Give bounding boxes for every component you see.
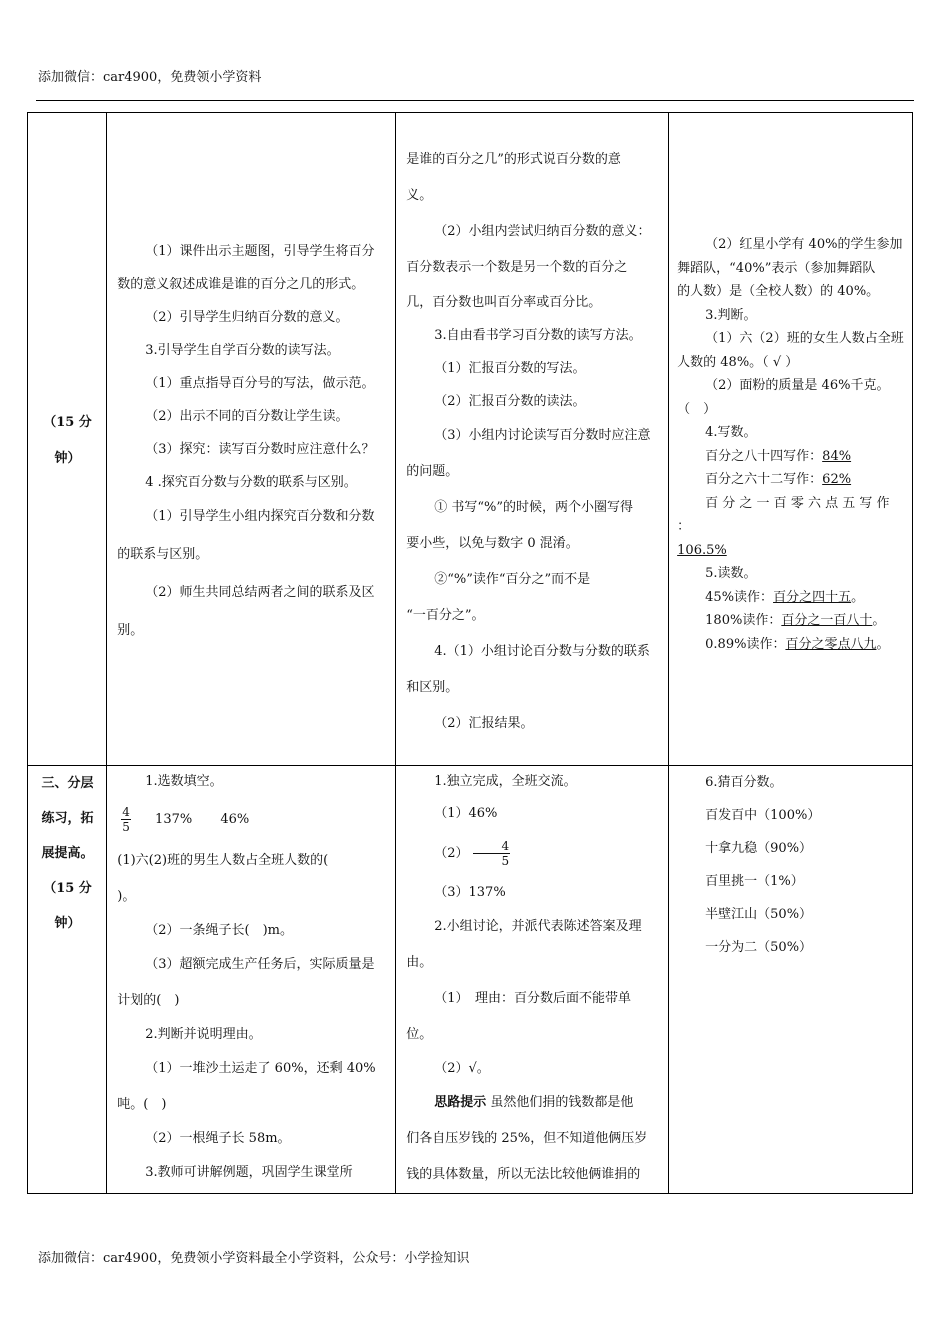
student-line: 要小些，以免与数字 0 混淆。 — [406, 536, 579, 551]
teacher-line: 别。 — [117, 623, 144, 638]
student-line: （2）小组内尝试归纳百分数的意义： — [434, 224, 651, 239]
exercise-line: （2）面粉的质量是 46%千克。 — [705, 378, 890, 393]
row2-stage-line: 钟） — [54, 916, 81, 931]
row1-stage-cell — [28, 113, 107, 766]
exercise-line: 3.判断。 — [705, 307, 757, 323]
row1-exercise-cell — [669, 113, 913, 766]
student-line: 由。 — [406, 955, 433, 970]
row1-stage-line: （15 分 — [43, 415, 92, 430]
row2-stage-line: 三、分层 — [41, 776, 94, 791]
write-item: 百分之六十二写作：62% — [705, 472, 852, 487]
teacher-line: 计划的( ) — [117, 993, 180, 1008]
student-line: 位。 — [406, 1027, 433, 1042]
teacher-line: （2）师生共同总结两者之间的联系及区 — [145, 585, 375, 600]
teacher-line: 2.判断并说明理由。 — [145, 1027, 262, 1042]
exercise-line: 舞蹈队，“40%”表示（参加舞蹈队 — [677, 260, 876, 276]
read-item: 180%读作：百分之一百八十。 — [705, 613, 886, 628]
teacher-line: （1）重点指导百分号的写法，做示范。 — [145, 376, 375, 391]
exercise-line: 6.猜百分数。 — [705, 775, 783, 790]
row1-stage-line: 钟） — [54, 451, 81, 466]
student-line: （1）汇报百分数的写法。 — [434, 361, 586, 376]
exercise-line: （ ） — [677, 401, 717, 417]
exercise-line: 一分为二（50%） — [705, 940, 813, 955]
fraction: $\frac{4}{5}$ — [473, 839, 511, 868]
exercise-line: 百发百中（100%） — [705, 808, 821, 823]
student-line: 和区别。 — [406, 680, 459, 695]
exercise-line: 半壁江山（50%） — [705, 907, 813, 922]
student-line: （2）汇报结果。 — [434, 716, 534, 731]
exercise-line: （1）六（2）班的女生人数占全班 — [705, 331, 904, 346]
exercise-line: 5.读数。 — [705, 566, 757, 581]
read-answer: 百分之零点八九 — [785, 636, 877, 652]
teacher-line: （1）课件出示主题图，引导学生将百分 — [145, 244, 375, 259]
exercise-line: 的人数）是（全校人数）的 40%。 — [677, 284, 880, 299]
student-line: ②“%”读作“百分之”而不是 — [434, 572, 591, 587]
student-line: 钱的具体数量，所以无法比较他俩谁捐的 — [406, 1167, 641, 1182]
teacher-line: 数的意义叙述成谁是谁的百分之几的形式。 — [117, 277, 365, 292]
row2-teacher-cell — [107, 766, 396, 1194]
read-item: 0.89%读作：百分之零点八九。 — [705, 636, 890, 652]
lesson-table — [27, 112, 913, 1194]
student-line: （2）汇报百分数的读法。 — [434, 394, 586, 409]
write-answer: 84% — [822, 448, 852, 464]
student-line: 的问题。 — [406, 464, 459, 479]
teacher-line: （3）探究：读写百分数时应注意什么？ — [145, 442, 375, 457]
row1-teacher-cell — [107, 113, 396, 766]
student-line: 几，百分数也叫百分率或百分比。 — [406, 295, 602, 310]
number-options — [117, 797, 387, 843]
hint-line: 思路提示 虽然他们捐的钱数都是他 — [434, 1095, 634, 1110]
teacher-line: )。 — [117, 889, 136, 904]
student-line: ① 书写“%”的时候，两个小圈写得 — [434, 500, 634, 515]
student-line: 2.小组讨论，并派代表陈述答案及理 — [434, 919, 642, 934]
exercise-line: 人数的 48%。（ √ ） — [677, 354, 799, 370]
student-line: （1）46% — [434, 806, 498, 821]
row2-exercise-cell — [669, 766, 913, 1194]
page-footer: 添加微信：car4900，免费领小学资料最全小学资料，公众号：小学捡知识 — [38, 1251, 470, 1266]
student-line: 是谁的百分之几”的形式说百分数的意 — [406, 152, 621, 167]
fraction: $\frac{4}{5}$ — [122, 805, 130, 834]
teacher-line: （1）一堆沙土运走了 60%，还剩 40% — [145, 1061, 376, 1076]
option-value: 46% — [220, 812, 250, 827]
student-line: （3）137% — [434, 885, 506, 900]
student-line: （2） $\frac{4}{5}$ — [434, 839, 510, 868]
student-line: “一百分之”。 — [406, 608, 485, 623]
teacher-line: 吨。( ) — [117, 1097, 167, 1112]
option-value: 137% — [155, 812, 193, 827]
write-item: 百 分 之 一 百 零 六 点 五 写 作 ： — [677, 495, 890, 534]
teacher-line: （2）一根绳子长 58m。 — [145, 1131, 291, 1146]
read-answer: 百分之一百八十 — [781, 613, 873, 628]
student-line: （1） 理由：百分数后面不能带单 — [434, 991, 632, 1006]
teacher-line: （2）引导学生归纳百分数的意义。 — [145, 310, 349, 325]
student-line: （3）小组内讨论读写百分数时应注意 — [434, 428, 651, 443]
header-divider — [36, 100, 914, 101]
row2-stage-cell — [28, 766, 107, 1194]
student-line: 1.独立完成，全班交流。 — [434, 774, 577, 789]
teacher-line: 3.教师可讲解例题，巩固学生课堂所 — [145, 1165, 353, 1180]
student-line: 4.（1）小组讨论百分数与分数的联系 — [434, 644, 650, 659]
write-item: 百分之八十四写作：84% — [705, 448, 852, 464]
teacher-line: (1)六(2)班的男生人数占全班人数的( — [117, 853, 329, 868]
read-item: 45%读作：百分之四十五。 — [705, 589, 865, 605]
row2-stage-line: 练习，拓 — [41, 811, 94, 826]
teacher-line: （2）出示不同的百分数让学生读。 — [145, 409, 349, 424]
student-line: （2）√。 — [434, 1061, 490, 1076]
exercise-line: 4.写数。 — [705, 425, 757, 440]
page-header: 添加微信：car4900，免费领小学资料 — [38, 70, 262, 85]
row2-stage-line: 展提高。 — [41, 846, 94, 861]
teacher-line: （1）引导学生小组内探究百分数和分数 — [145, 509, 375, 524]
exercise-line: （2）红星小学有 40%的学生参加 — [705, 237, 903, 252]
exercise-line: 十拿九稳（90%） — [705, 841, 813, 856]
read-answer: 百分之四十五 — [773, 589, 852, 605]
teacher-line: 的联系与区别。 — [117, 547, 209, 562]
student-line: 百分数表示一个数是另一个数的百分之 — [406, 260, 628, 275]
teacher-line: 4 .探究百分数与分数的联系与区别。 — [145, 475, 357, 490]
student-line: 义。 — [406, 188, 433, 203]
exercise-line: 百里挑一（1%） — [705, 874, 804, 889]
hint-label: 思路提示 — [434, 1095, 487, 1110]
teacher-line: （3）超额完成生产任务后，实际质量是 — [145, 957, 375, 972]
teacher-line: 3.引导学生自学百分数的读写法。 — [145, 343, 340, 358]
row2-student-cell — [396, 766, 669, 1194]
teacher-line: 1.选数填空。 — [145, 774, 223, 789]
row2-stage-line: （15 分 — [43, 881, 92, 896]
student-line: 3.自由看书学习百分数的读写方法。 — [434, 328, 642, 343]
row1-student-cell — [396, 113, 669, 766]
student-line: 们各自压岁钱的 25%，但不知道他俩压岁 — [406, 1131, 648, 1146]
teacher-line: （2）一条绳子长( )m。 — [145, 923, 294, 938]
write-answer: 62% — [822, 472, 852, 487]
write-answer: 106.5% — [677, 542, 727, 558]
